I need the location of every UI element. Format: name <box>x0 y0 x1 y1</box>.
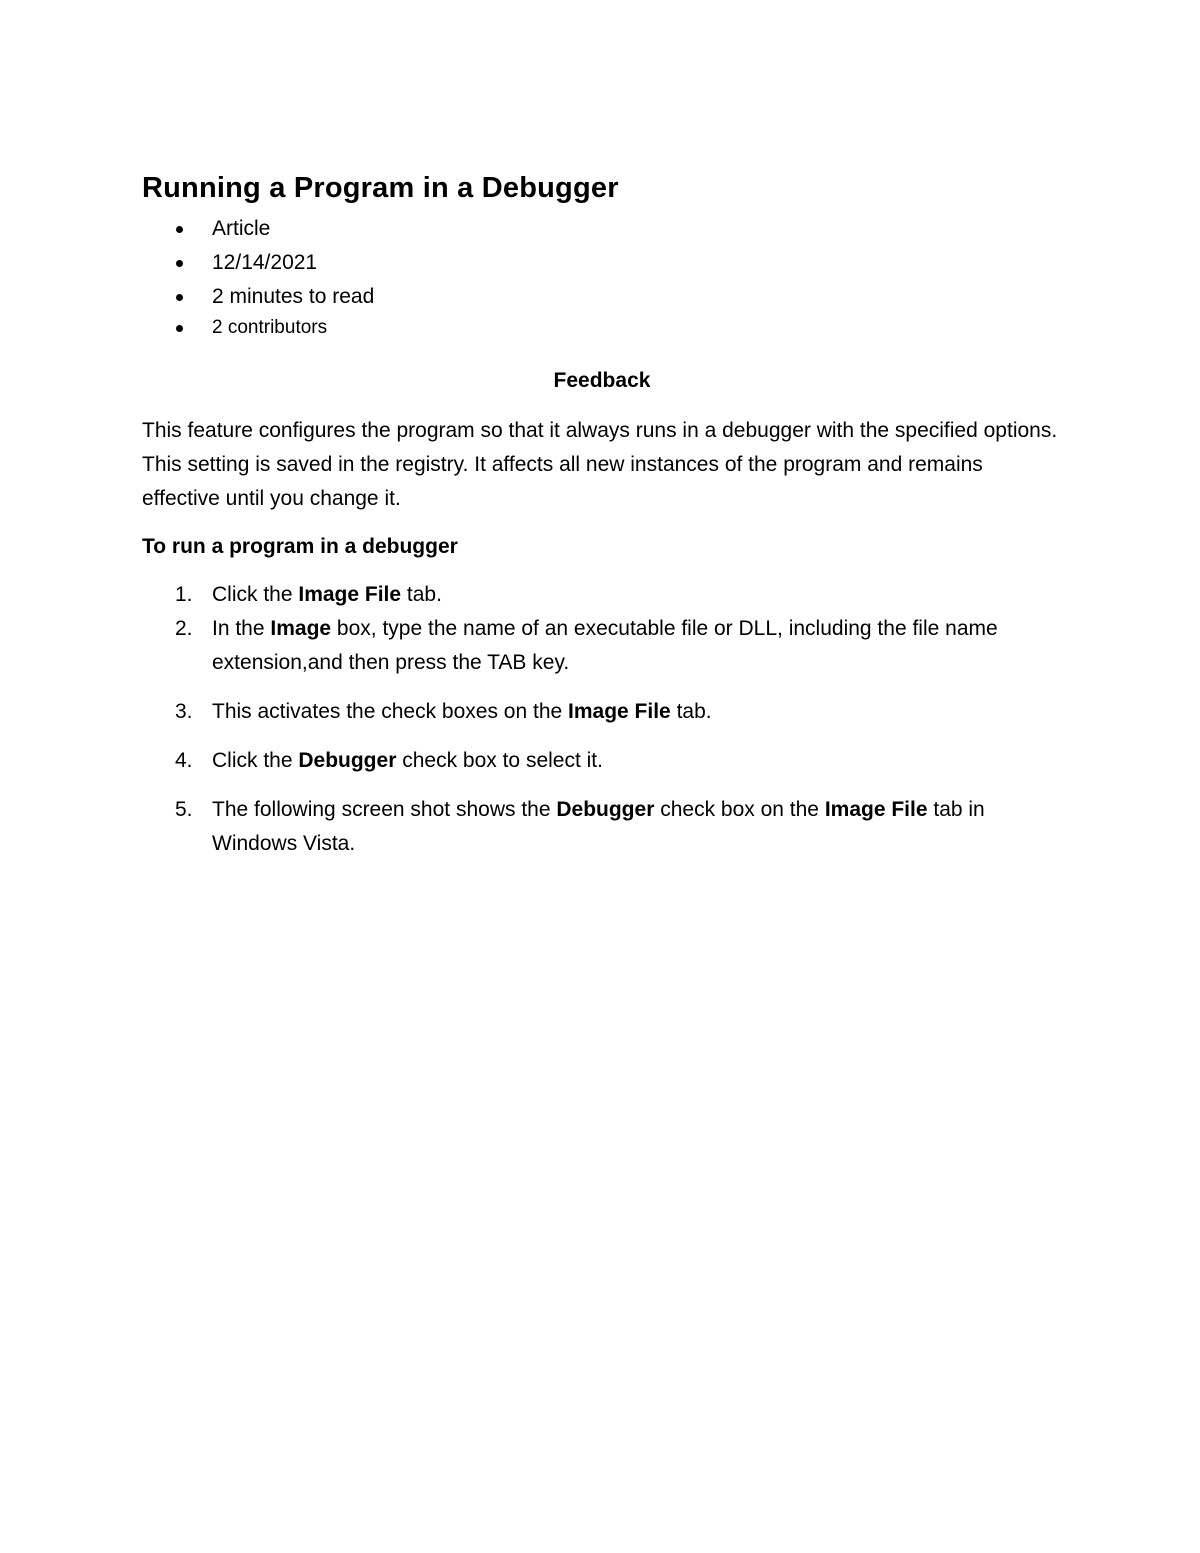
bullet-icon <box>176 294 183 301</box>
step-text: The following screen shot shows the <box>212 798 557 821</box>
bullet-icon <box>176 260 183 267</box>
step-item <box>142 744 1062 778</box>
bullet-icon <box>176 226 183 233</box>
step-text: check box on the <box>654 798 825 821</box>
ui-term: Debugger <box>298 749 397 772</box>
step-text: tab. <box>670 700 712 723</box>
step-number: 2. <box>175 617 193 640</box>
procedure-heading: To run a program in a debugger <box>142 535 458 558</box>
meta-item-label: 2 minutes to read <box>212 285 375 308</box>
meta-item-contributors <box>142 314 1062 342</box>
step-text: In the <box>212 617 271 640</box>
step-number: 5. <box>175 798 193 821</box>
ui-term: Image <box>270 617 332 640</box>
step-item <box>142 695 1062 729</box>
steps-list <box>142 578 1062 861</box>
bullet-icon <box>176 325 183 332</box>
step-text: box, type the name of an executable file or DLL, including the file name extension,and then press the TAB key. <box>212 617 998 674</box>
step-number: 1. <box>175 583 193 606</box>
step-item <box>142 793 1062 861</box>
intro-paragraph: This feature configures the program so that it always runs in a debugger with the specified options. This setting is saved in the registry. It affects all new instances of the program and remains effective until you change it. <box>142 419 1058 510</box>
step-text: Click the <box>212 583 299 606</box>
meta-item-read-time <box>142 280 1062 314</box>
ui-term: Debugger <box>556 798 655 821</box>
step-text: check box to select it. <box>396 749 603 772</box>
step-number: 4. <box>175 749 193 772</box>
meta-item-label: 12/14/2021 <box>212 251 318 274</box>
step-text: tab in Windows Vista. <box>212 798 985 855</box>
step-number: 3. <box>175 700 193 723</box>
meta-item-type <box>142 212 1062 246</box>
feedback-label: Feedback <box>553 369 651 392</box>
ui-term: Image File <box>568 700 671 723</box>
step-item <box>142 612 1062 680</box>
page-title: Running a Program in a Debugger <box>142 172 619 204</box>
step-text: This activates the check boxes on the <box>212 700 569 723</box>
meta-item-label: Article <box>212 217 271 240</box>
meta-item-date <box>142 246 1062 280</box>
ui-term: Image File <box>298 583 402 606</box>
step-item <box>142 578 1062 612</box>
ui-term: Image File <box>824 798 928 821</box>
step-text: Click the <box>212 749 299 772</box>
article-meta-list <box>142 212 1062 342</box>
document-page <box>142 168 1062 861</box>
step-text: tab. <box>401 583 442 606</box>
meta-item-label: 2 contributors <box>212 317 328 338</box>
